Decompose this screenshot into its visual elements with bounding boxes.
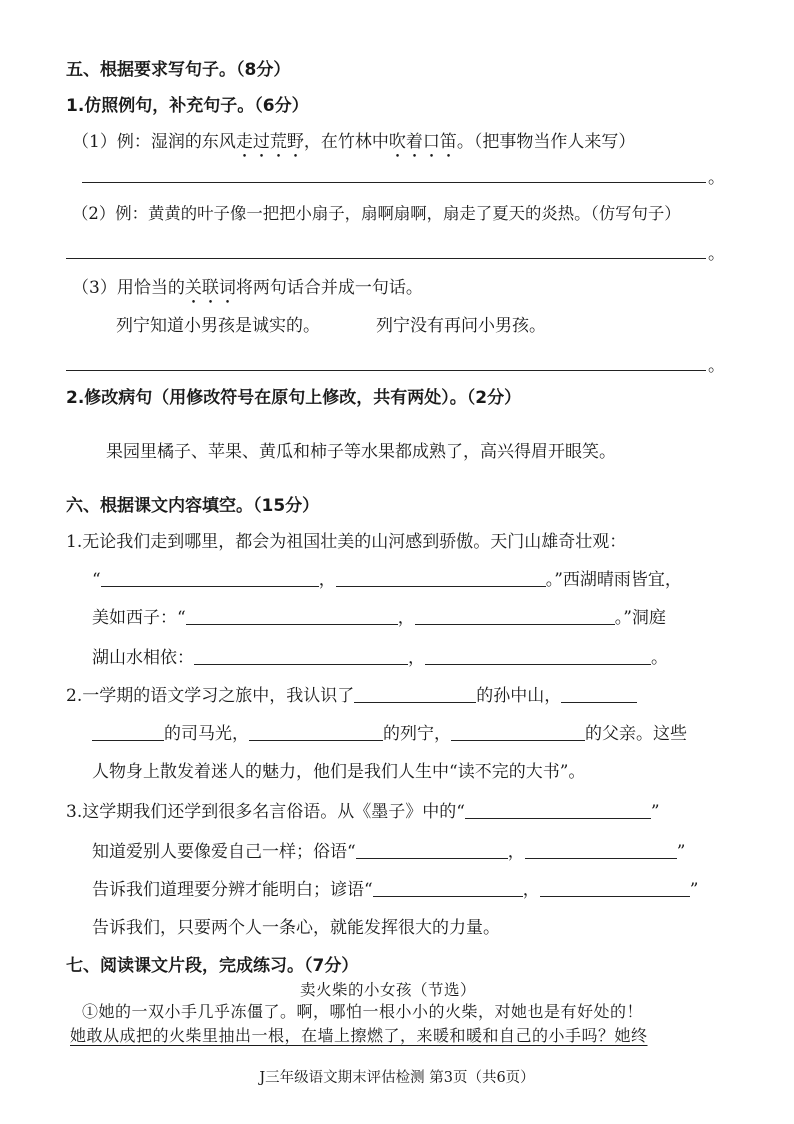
question-5-1-title: 1.仿照例句，补充句子。（6分） [66,96,309,116]
blank-field[interactable] [540,878,690,897]
blank-field[interactable] [336,568,546,587]
question-6-3-line3 [92,878,698,902]
section7-title: 七、阅读课文片段，完成练习。（7分） [66,956,359,976]
blank-field[interactable] [415,606,615,625]
text: 美如西子：“ [92,608,186,628]
end-mark: 。 [708,356,725,376]
open-quote: “ [92,570,101,590]
prompt-text: （1）例：湿润的东风 [72,132,236,152]
comma: ， [408,648,425,668]
end-mark: 。 [708,244,725,264]
text: 。”洞庭 [614,608,666,628]
question-6-1-line3 [92,606,666,630]
prompt-text: 将两句话合并成一句话。 [235,278,423,298]
answer-line[interactable] [82,182,706,183]
text: 湖山水相依： [92,648,194,668]
question-6-2-line3: 人物身上散发着迷人的魅力，他们是我们人生中“读不完的大书”。 [92,762,586,782]
text: 知道爱别人要像爱自己一样；俗语“ [92,842,356,862]
question-6-1-line2 [92,568,682,592]
question-6-2-line1 [66,684,637,708]
blank-field[interactable] [194,646,408,665]
question-6-1-line4 [92,646,668,670]
text: 告诉我们道理要分辨才能明白；谚语“ [92,880,373,900]
blank-field[interactable] [525,840,677,859]
page-footer: J三年级语文期末评估检测 第3页（共6页） [259,1070,535,1086]
question-5-1-2-prompt: （2）例：黄黄的叶子像一把把小扇子，扇啊扇啊，扇走了夏天的炎热。（仿写句子） [72,204,681,223]
text: 。”西湖晴雨皆宜， [545,570,682,590]
text: 的列宁， [383,724,451,744]
prompt-text: ，在竹林中 [303,132,389,152]
comma: ， [318,570,336,590]
text: 的孙中山， [476,686,562,706]
close-quote: ” [689,880,699,900]
answer-line[interactable] [66,370,706,371]
blank-field[interactable] [356,840,508,859]
comma: ， [522,880,540,900]
question-6-2-line2 [92,722,687,746]
blank-field[interactable] [451,722,585,741]
close-quote: ” [650,802,660,822]
faulty-sentence[interactable]: 果园里橘子、苹果、黄瓜和柿子等水果都成熟了，高兴得眉开眼笑。 [106,442,616,462]
question-6-1-line1: 1.无论我们走到哪里，都会为祖国壮美的山河感到骄傲。天门山雄奇壮观： [66,532,627,552]
sentence-b: 列宁没有再问小男孩。 [376,316,546,336]
question-5-1-1-prompt [72,130,635,162]
text: 的父亲。这些 [585,724,687,744]
section5-title: 五、根据要求写句子。（8分） [66,60,291,80]
passage-title: 卖火柴的小女孩（节选） [300,981,477,999]
dotted-phrase: 吹着口笛 [388,132,457,152]
blank-field[interactable] [354,684,476,703]
blank-field[interactable] [186,606,398,625]
blank-field[interactable] [465,800,651,819]
blank-field[interactable] [92,722,164,741]
question-6-3-line2 [92,840,685,864]
blank-field[interactable] [425,646,651,665]
comma: ， [397,608,415,628]
blank-field[interactable] [101,568,319,587]
comma: ， [507,842,525,862]
passage-paragraph-line-underlined: 她敢从成把的火柴里抽出一根，在墙上擦燃了，来暖和暖和自己的小手吗？她终 [70,1026,648,1045]
answer-line[interactable] [66,258,706,259]
dotted-phrase: 走过荒野 [235,132,304,152]
prompt-text: （3）用恰当的 [72,278,185,298]
text: 的司马光， [164,724,249,744]
sentence-a: 列宁知道小男孩是诚实的。 [116,316,320,336]
blank-field[interactable] [249,722,383,741]
question-5-1-3-prompt [72,276,423,308]
passage-paragraph-line: ①她的一双小手几乎冻僵了。啊，哪怕一根小小的火柴，对她也是有好处的！ [82,1002,644,1021]
dotted-phrase: 关联词 [184,278,236,298]
question-6-3-line1 [66,800,660,824]
question-5-2-title: 2.修改病句（用修改符号在原句上修改，共有两处）。（2分） [66,388,522,408]
period: 。 [651,648,668,668]
section6-title: 六、根据课文内容填空。（15分） [66,496,320,516]
blank-field[interactable] [373,878,523,897]
text: 3.这学期我们还学到很多名言俗语。从《墨子》中的“ [66,802,465,822]
blank-field[interactable] [561,684,637,703]
close-quote: ” [676,842,686,862]
text: 2.一学期的语文学习之旅中，我认识了 [66,686,355,706]
prompt-text: 。（把事物当作人来写） [456,132,636,152]
question-6-3-line4: 告诉我们，只要两个人一条心，就能发挥很大的力量。 [92,918,500,938]
end-mark: 。 [708,168,725,188]
